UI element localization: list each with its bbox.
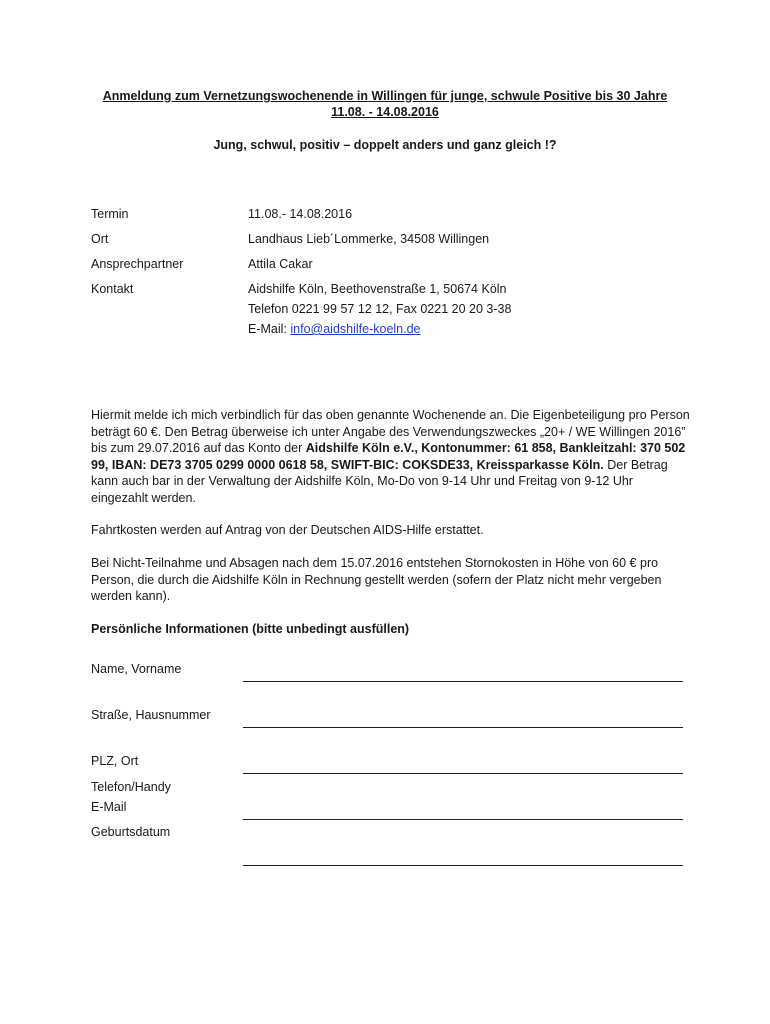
bank-details: Aidshilfe Köln e.V., Kontonummer: 61 858, Bankleitzahl: 370 502 99, IBAN: DE73 3705 0299 0000 0618 58, SWIFT-BIC: COKSDE33, Kreissparkasse Köln.: [91, 441, 686, 472]
registration-text-intro: Hiermit melde ich mich verbindlich für das oben genannte Wochenende an. Die Eigenbeteiligung pro Person beträgt 60 €. Den Betrag überweise ich unter Angabe des Verwendungszweckes „20+ / WE Willingen 2016” bis zum 29.07.2016 auf das Konto der: [91, 408, 690, 455]
kontakt-email-line: [248, 321, 421, 337]
cancellation-paragraph: Bei Nicht-Teilnahme und Absagen nach dem 15.07.2016 entstehen Stornokosten in Höhe von 60 € pro Person, die durch die Aidshilfe Köln in Rechnung gestellt werden (sofern der Platz nicht mehr vergeben werden kann).: [91, 556, 662, 603]
plz-ort-field[interactable]: [243, 773, 683, 774]
termin-label: Termin: [91, 207, 129, 221]
kontakt-label: Kontakt: [91, 282, 134, 296]
document-subtitle: Jung, schwul, positiv – doppelt anders und ganz gleich !?: [213, 138, 557, 152]
strasse-label: Straße, Hausnummer: [91, 708, 211, 722]
personal-info-heading: Persönliche Informationen (bitte unbedingt ausfüllen): [91, 622, 410, 636]
ansprechpartner-label: Ansprechpartner: [91, 257, 184, 271]
ort-value: Landhaus Lieb´Lommerke, 34508 Willingen: [248, 232, 490, 246]
travel-costs-paragraph: Fahrtkosten werden auf Antrag von der Deutschen AIDS-Hilfe erstattet.: [91, 523, 484, 537]
ansprechpartner-value: Attila Cakar: [248, 257, 313, 271]
document-title: Anmeldung zum Vernetzungswochenende in Willingen für junge, schwule Positive bis 30 Jahre: [102, 89, 668, 103]
kontakt-phone-fax: Telefon 0221 99 57 12 12, Fax 0221 20 20 3-38: [248, 302, 512, 316]
telefon-label: Telefon/Handy: [91, 780, 171, 794]
ort-label: Ort: [91, 232, 109, 246]
termin-value: 11.08.- 14.08.2016: [248, 207, 353, 221]
telefon-email-field[interactable]: [243, 819, 683, 820]
registration-paragraph: [91, 407, 691, 506]
document-date-title: 11.08. - 14.08.2016: [331, 105, 439, 119]
geburtsdatum-label: Geburtsdatum: [91, 825, 171, 839]
kontakt-address: Aidshilfe Köln, Beethovenstraße 1, 50674 Köln: [248, 282, 507, 296]
geburtsdatum-field[interactable]: [243, 865, 683, 866]
registration-text-cash: Der Betrag kann auch bar in der Verwaltung der Aidshilfe Köln, Mo-Do von 9-14 Uhr und Freitag von 9-12 Uhr eingezahlt werden.: [91, 457, 668, 505]
name-label: Name, Vorname: [91, 662, 182, 676]
name-field[interactable]: [243, 681, 683, 682]
strasse-field[interactable]: [243, 727, 683, 728]
plz-ort-label: PLZ, Ort: [91, 754, 139, 768]
email-label: E-Mail: [91, 800, 127, 814]
kontakt-email-prefix: E-Mail:: [248, 322, 291, 336]
kontakt-email-link[interactable]: info@aidshilfe-koeln.de: [290, 322, 421, 336]
